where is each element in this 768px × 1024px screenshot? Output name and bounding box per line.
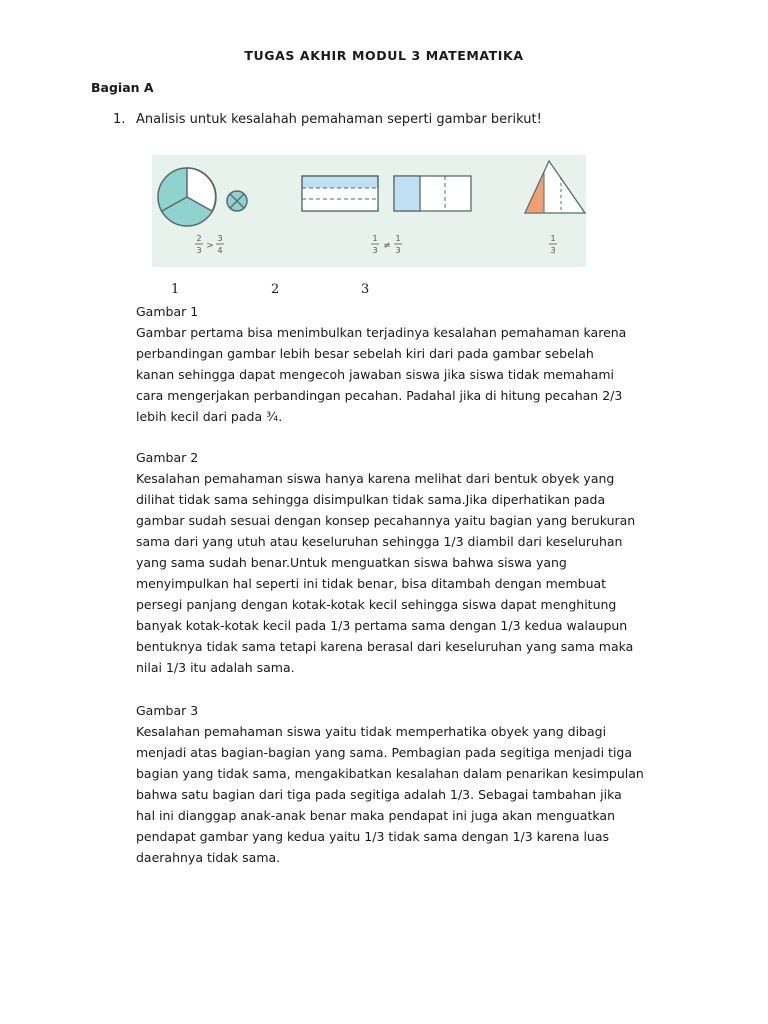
- svg-text:>: >: [206, 241, 214, 251]
- gambar-3-heading: Gambar 3: [136, 703, 199, 718]
- text-line: Kesalahan pemahaman siswa hanya karena melihat dari bentuk obyek yang: [136, 471, 615, 486]
- text-line: yang sama sudah benar.Untuk menguatkan siswa bahwa siswa yang: [136, 555, 567, 570]
- text-line: hal ini dianggap anak-anak benar maka pendapat ini juga akan menguatkan: [136, 808, 616, 823]
- text-line: menyimpulkan hal seperti ini tidak benar, bisa ditambah dengan membuat: [136, 576, 607, 591]
- document-title: TUGAS AKHIR MODUL 3 MATEMATIKA: [244, 48, 524, 63]
- text-line: bahwa satu bagian dari tiga pada segitiga adalah 1/3. Sebagai tambahan jika: [136, 787, 622, 802]
- text-line: menjadi atas bagian-bagian yang sama. Pembagian pada segitiga menjadi tiga: [136, 745, 633, 760]
- section-heading: Bagian A: [91, 80, 154, 95]
- text-line: gambar sudah sesuai dengan konsep pecahannya yaitu bagian yang berukuran: [136, 513, 636, 528]
- text-line: Kesalahan pemahaman siswa yaitu tidak memperhatika obyek yang dibagi: [136, 724, 607, 739]
- svg-text:1: 1: [550, 234, 556, 243]
- gambar-2-block: [136, 447, 696, 678]
- gambar-1-block: [136, 301, 696, 427]
- text-line: dilihat tidak sama sehingga disimpulkan tidak sama.Jika diperhatikan pada: [136, 492, 606, 507]
- text-line: kanan sehingga dapat mengecoh jawaban siswa jika siswa tidak memahami: [136, 367, 615, 382]
- question-text: Analisis untuk kesalahah pemahaman seperti gambar berikut!: [136, 112, 542, 127]
- figure-label-1: 1: [171, 282, 180, 297]
- text-line: banyak kotak-kotak kecil pada 1/3 pertama sama dengan 1/3 kedua walaupun: [136, 618, 628, 633]
- text-line: perbandingan gambar lebih besar sebelah kiri dari pada gambar sebelah: [136, 346, 594, 361]
- fraction-illustration: [152, 155, 586, 267]
- figure-2-shapes: [302, 176, 471, 211]
- question-number: 1.: [113, 112, 126, 127]
- figure-label-2: 2: [271, 282, 280, 297]
- text-line: daerahnya tidak sama.: [136, 850, 281, 865]
- text-line: Gambar pertama bisa menimbulkan terjadinya kesalahan pemahaman karena: [136, 325, 627, 340]
- svg-text:4: 4: [217, 246, 223, 255]
- figure-3-shapes: [525, 161, 585, 213]
- text-line: persegi panjang dengan kotak-kotak kecil sehingga siswa dapat menghitung: [136, 597, 617, 612]
- text-line: bentuknya tidak sama tetapi karena berasal dari keseluruhan yang sama maka: [136, 639, 634, 654]
- figure-label-3: 3: [361, 282, 370, 297]
- text-line: pendapat gambar yang kedua yaitu 1/3 tidak sama dengan 1/3 karena luas: [136, 829, 610, 844]
- figure-1-shapes: [158, 168, 247, 226]
- gambar-2-heading: Gambar 2: [136, 450, 199, 465]
- text-line: lebih kecil dari pada ¾.: [136, 409, 283, 424]
- svg-text:3: 3: [196, 246, 202, 255]
- text-line: sama dari yang utuh atau keseluruhan sehingga 1/3 diambil dari keseluruhan: [136, 534, 623, 549]
- gambar-1-heading: Gambar 1: [136, 304, 199, 319]
- svg-text:≠: ≠: [383, 241, 391, 251]
- text-line: nilai 1/3 itu adalah sama.: [136, 660, 295, 675]
- svg-text:2: 2: [196, 234, 202, 243]
- fraction-figure: [152, 155, 586, 267]
- caption-figure-1: [195, 234, 224, 255]
- svg-text:3: 3: [217, 234, 223, 243]
- caption-figure-2: [371, 234, 402, 255]
- text-line: cara mengerjakan perbandingan pecahan. Padahal jika di hitung pecahan 2/3: [136, 388, 623, 403]
- figure-number-labels: [0, 282, 768, 300]
- svg-text:1: 1: [372, 234, 378, 243]
- svg-text:3: 3: [372, 246, 378, 255]
- svg-text:3: 3: [395, 246, 401, 255]
- svg-text:3: 3: [550, 246, 556, 255]
- text-line: bagian yang tidak sama, mengakibatkan kesalahan dalam penarikan kesimpulan: [136, 766, 644, 781]
- gambar-3-block: [136, 700, 696, 868]
- svg-text:1: 1: [395, 234, 401, 243]
- question-1: [113, 112, 542, 127]
- caption-figure-3: [549, 234, 557, 255]
